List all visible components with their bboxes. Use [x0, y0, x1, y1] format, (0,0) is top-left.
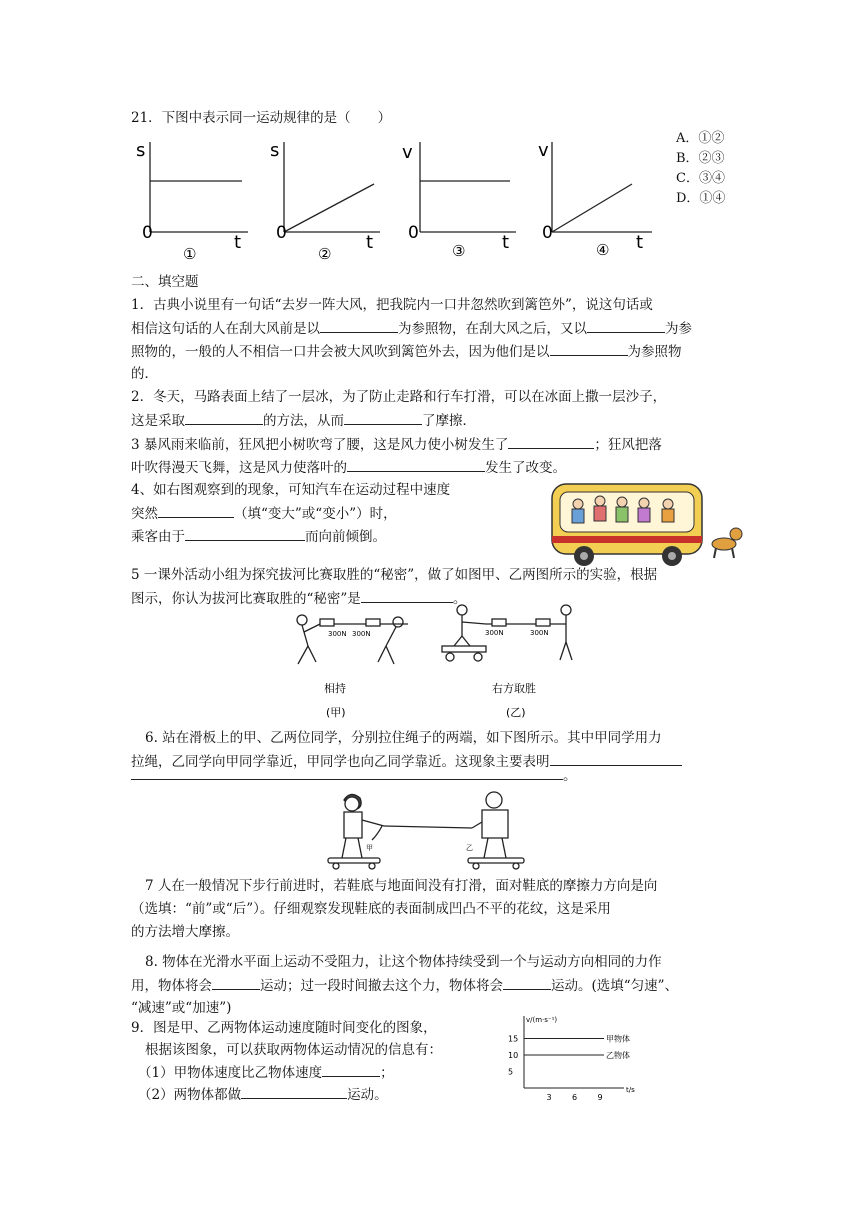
q1-blank-3[interactable]	[550, 341, 628, 356]
skateboard-figures	[322, 786, 532, 870]
q6-line1: 6. 站在滑板上的甲、乙两位同学，分别拉住绳子的两端，如下图所示。其中甲同学用力	[145, 730, 662, 746]
q2-blank-1[interactable]	[185, 410, 263, 425]
q6-blank-2[interactable]	[131, 765, 563, 780]
q1-line3	[131, 341, 682, 362]
q5-blank[interactable]	[361, 588, 453, 603]
q9-line3	[138, 1062, 394, 1083]
q1-line2	[131, 318, 692, 339]
x-tick-label-6: 6	[572, 1093, 578, 1102]
q8-blank-2[interactable]	[503, 975, 551, 990]
q5-line1: 5 一课外活动小组为探究拔河比赛取胜的“秘密”，做了如图甲、乙两图所示的实验，根据	[131, 567, 658, 583]
q9-text-d: 运动。	[347, 1087, 388, 1103]
graph-1-ylabel: s	[136, 140, 146, 161]
chart-ylabel: v/(m·s⁻¹)	[526, 1016, 558, 1024]
q4-line2	[131, 503, 397, 524]
force-label-3: 300N	[485, 629, 504, 637]
q8-blank-1[interactable]	[212, 975, 260, 990]
q2-text-a: 这是采取	[131, 413, 185, 429]
q1-line1: 1．古典小说里有一句话“去岁一阵大风，把我院内一口井忽然吹到篱笆外”，说这句话或	[131, 297, 653, 313]
graph-3-origin: 0	[408, 223, 419, 243]
q4-blank-2[interactable]	[185, 526, 305, 541]
q4-text-c: 乘客由于	[131, 529, 185, 545]
q2-line2	[131, 410, 476, 431]
q4-line1: 4、如右图观察到的现象，可知汽车在运动过程中速度	[131, 482, 451, 498]
q9-line2: 根据该图象，可以获取两物体运动情况的信息有：	[145, 1042, 442, 1058]
tug-left-scene	[297, 615, 408, 664]
q8-text-c: 运动。(选填“匀速”、	[551, 978, 679, 994]
caption-right: 右方取胜	[492, 682, 536, 695]
q4-text-b: （填“变大”或“变小”）时，	[234, 506, 397, 522]
y-tick-label-10: 10	[508, 1051, 519, 1060]
q9-text-c: （2）两物体都做	[138, 1087, 242, 1103]
q9-blank-1[interactable]	[322, 1062, 380, 1077]
q1-text-e: 为参照物	[627, 344, 682, 360]
force-label-4: 300N	[530, 629, 549, 637]
q7-line3: 的方法增大摩擦。	[131, 924, 239, 940]
chart-ticks	[508, 1035, 603, 1103]
q8-text-b: 运动；过一段时间撤去这个力，物体将会	[260, 978, 503, 994]
tag-left: (甲)	[326, 706, 346, 719]
q6-blank-1[interactable]	[550, 751, 682, 766]
q3-text-d: 发生了改变。	[485, 460, 566, 476]
q1-line4: 的．	[131, 366, 158, 382]
q8-line1: 8. 物体在光滑水平面上运动不受阻力，让这个物体持续受到一个与运动方向相同的力作	[145, 954, 662, 970]
graph-1-number: ①	[183, 245, 197, 263]
tag-right: (乙)	[506, 706, 526, 719]
q2-text-c: 了摩擦．	[422, 413, 476, 429]
graph-2-number: ②	[318, 245, 332, 263]
label-yi: 乙	[466, 844, 473, 852]
q1-text-c: 为参	[665, 321, 692, 337]
chart-xlabel: t/s	[626, 1086, 635, 1094]
section-title: 二、填空题	[131, 274, 199, 290]
q3-line1	[131, 434, 662, 455]
q8-line2	[131, 975, 678, 996]
q6-line3	[131, 765, 577, 786]
x-tick-label-3: 3	[546, 1093, 552, 1102]
graph-3-ylabel: v	[402, 142, 413, 163]
graph-4-origin: 0	[542, 223, 553, 243]
q4-text-d: 而向前倾倒。	[305, 529, 386, 545]
q9-line4	[138, 1084, 388, 1105]
q21-stem: 21．下图中表示同一运动规律的是（ ）	[131, 110, 392, 126]
q9-velocity-chart	[504, 1010, 654, 1106]
q2-text-b: 的方法，从而	[263, 413, 344, 429]
q7-line2: （选填：“前”或“后”）。仔细观察发现鞋底的表面制成凹凸不平的花纹，这是采用	[131, 901, 611, 917]
bus-illustration	[548, 478, 744, 568]
force-label-2: 300N	[352, 630, 371, 638]
x-tick-label-9: 9	[597, 1093, 603, 1102]
q1-text-d: 照物的，一般的人不相信一口井会被大风吹到篱笆外去，因为他们是以	[131, 344, 550, 360]
option-d: D．①④	[676, 191, 726, 206]
q3-blank-1[interactable]	[508, 434, 594, 449]
graph-1-xlabel: t	[234, 232, 242, 253]
graph-2	[270, 140, 380, 263]
q3-text-a: 3 暴风雨来临前，狂风把小树吹弯了腰，这是风力使小树发生了	[131, 437, 509, 453]
q8-line3: “减速”或“加速”)	[131, 1000, 232, 1016]
q4-line3	[131, 526, 386, 547]
graph-4	[538, 140, 652, 259]
graph-4-xlabel: t	[636, 232, 644, 253]
graph-2-xlabel: t	[366, 232, 374, 253]
q7-line1: 7 人在一般情况下步行前进时，若鞋底与地面间没有打滑，面对鞋底的摩擦力方向是向	[145, 878, 658, 894]
y-tick-label-5: 5	[508, 1067, 514, 1077]
graph-4-number: ④	[596, 241, 610, 259]
q9-blank-2[interactable]	[241, 1084, 347, 1099]
q1-text-b: 为参照物，在刮大风之后，又以	[398, 321, 587, 337]
q2-line1: 2．冬天，马路表面上结了一层冰，为了防止走路和行车打滑，可以在冰面上撒一层沙子，	[131, 389, 667, 405]
graph-4-ylabel: v	[538, 140, 549, 161]
q9-text-a: （1）甲物体速度比乙物体速度	[138, 1065, 323, 1081]
option-c: C．③④	[676, 171, 725, 186]
q4-blank-1[interactable]	[158, 503, 234, 518]
graph-1	[136, 140, 248, 263]
q21-graphs	[128, 134, 668, 264]
q6-text-a: 拉绳，乙同学向甲同学靠近，甲同学也向乙同学靠近。这现象主要表明	[131, 754, 550, 770]
q1-blank-2[interactable]	[587, 318, 665, 333]
graph-1-origin: 0	[142, 223, 153, 243]
q5-text-a: 图示，你认为拔河比赛取胜的“秘密”是	[131, 591, 361, 607]
q3-text-c: 叶吹得漫天飞舞，这是风力使落叶的	[131, 460, 347, 476]
q2-blank-2[interactable]	[344, 410, 422, 425]
graph-3-number: ③	[452, 242, 466, 260]
graph-3-xlabel: t	[502, 232, 510, 253]
q5-text-b: 。	[452, 591, 467, 607]
q4-text-a: 突然	[131, 506, 158, 522]
series-label-1: 甲物体	[606, 1034, 630, 1044]
graph-2-origin: 0	[276, 223, 287, 243]
graph-2-ylabel: s	[270, 140, 280, 161]
q3-text-b: ；狂风把落	[594, 437, 662, 453]
tug-right-scene	[442, 605, 572, 661]
series-label-2: 乙物体	[606, 1051, 630, 1060]
graph-3	[402, 142, 516, 260]
option-a: A．①②	[676, 131, 725, 146]
q9-line1: 9．图是甲、乙两物体运动速度随时间变化的图象，	[131, 1020, 437, 1036]
q6-text-b: 。	[563, 768, 577, 784]
option-b: B．②③	[676, 151, 725, 166]
y-tick-label-15: 15	[508, 1034, 519, 1044]
q1-text-a: 相信这句话的人在刮大风前是以	[131, 321, 320, 337]
chart-series	[524, 1034, 630, 1061]
dog-icon	[712, 528, 742, 558]
q9-text-b: ；	[380, 1065, 394, 1081]
q1-blank-1[interactable]	[320, 318, 398, 333]
q3-blank-2[interactable]	[347, 457, 485, 472]
label-jia: 甲	[366, 844, 373, 852]
q3-line2	[131, 457, 566, 478]
q8-text-a: 用，物体将会	[131, 978, 212, 994]
tug-of-war-figures	[280, 602, 590, 722]
caption-left: 相持	[324, 682, 346, 695]
force-label-1: 300N	[328, 630, 347, 638]
